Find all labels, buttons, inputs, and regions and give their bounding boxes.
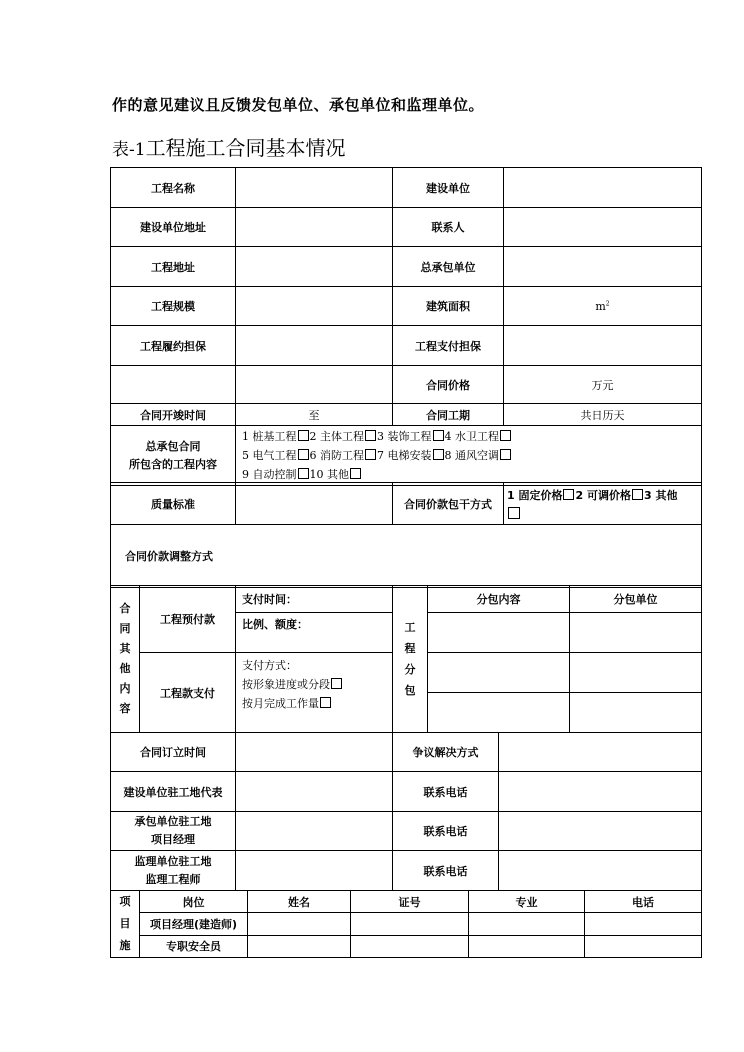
label-price-mode: 合同价款包干方式 — [393, 483, 504, 525]
value-duration[interactable]: 共日历天 — [504, 404, 702, 426]
value-perf-guarantee[interactable] — [236, 326, 393, 366]
value-builder-rep[interactable] — [236, 772, 393, 812]
value-phone-1[interactable] — [499, 772, 702, 812]
label-project-manager: 承包单位驻工地 项目经理 — [111, 812, 236, 851]
checkbox[interactable] — [298, 430, 309, 441]
scope-item: 2 主体工程 — [309, 430, 364, 443]
label-builder-rep: 建设单位驻工地代表 — [111, 772, 236, 812]
label-sign-time: 合同订立时间 — [111, 733, 236, 772]
checkbox[interactable] — [331, 678, 342, 689]
table-title-prefix: 表-1 — [112, 140, 146, 160]
checkbox[interactable] — [500, 430, 511, 441]
area-unit: m — [595, 299, 606, 313]
staff-cell[interactable] — [351, 913, 469, 935]
value-supervisor[interactable] — [236, 851, 393, 891]
intro-text: 作的意见建议且反馈发包单位、承包单位和监理单位。 — [112, 96, 485, 114]
header-specialty: 专业 — [469, 891, 585, 913]
header-sub-content: 分包内容 — [428, 586, 570, 613]
label-progress-payment: 工程款支付 — [140, 653, 236, 733]
other-content-table — [110, 585, 702, 733]
header-cert: 证号 — [351, 891, 469, 913]
checkbox[interactable] — [320, 697, 331, 708]
value-project-manager[interactable] — [236, 812, 393, 851]
label-builder-address: 建设单位地址 — [111, 208, 236, 247]
value-area[interactable] — [504, 287, 702, 326]
contacts-table — [110, 732, 702, 891]
checkbox[interactable] — [365, 449, 376, 460]
label-perf-guarantee: 工程履约担保 — [111, 326, 236, 366]
checkbox[interactable] — [563, 489, 574, 500]
label-pay-time[interactable]: 支付时间： — [236, 586, 393, 613]
label-phone-2: 联系电话 — [393, 812, 499, 851]
checkbox[interactable] — [632, 489, 643, 500]
scope-item: 7 电梯安装 — [377, 449, 432, 462]
value-phone-2[interactable] — [499, 812, 702, 851]
label-contact: 联系人 — [393, 208, 504, 247]
scope-item: 3 装饰工程 — [377, 430, 432, 443]
value-quality[interactable] — [236, 483, 393, 525]
value-price-mode — [504, 483, 702, 525]
scope-label-1: 总承包合同 — [145, 439, 201, 453]
label-supervisor: 监理单位驻工地 监理工程师 — [111, 851, 236, 891]
scope-item: 6 消防工程 — [309, 449, 364, 462]
option-by-schedule: 按形象进度或分段 — [242, 678, 330, 691]
value-builder-address[interactable] — [236, 208, 393, 247]
value-builder[interactable] — [504, 168, 702, 208]
header-sub-unit: 分包单位 — [570, 586, 702, 613]
staff-cell[interactable] — [351, 935, 469, 957]
label-area: 建筑面积 — [393, 287, 504, 326]
label-price-adjust: 合同价款调整方式 — [111, 525, 702, 588]
table-title — [112, 132, 346, 161]
value-pay-guarantee[interactable] — [504, 326, 702, 366]
header-position: 岗位 — [140, 891, 248, 913]
value-general-contractor[interactable] — [504, 247, 702, 287]
scope-item: 8 通风空调 — [444, 449, 499, 462]
contract-info-table — [110, 167, 702, 486]
value-dispute[interactable] — [499, 733, 702, 772]
staff-cell[interactable] — [585, 913, 702, 935]
pay-method-options — [236, 653, 393, 733]
checkbox[interactable] — [433, 449, 444, 460]
label-ratio[interactable]: 比例、额度： — [236, 613, 393, 653]
price-mode-option: 2 可调价格 — [575, 489, 631, 502]
scope-item: 5 电气工程 — [242, 449, 297, 462]
value-phone-3[interactable] — [499, 851, 702, 891]
price-mode-option: 1 固定价格 — [507, 489, 563, 502]
scope-item: 10 其他 — [309, 468, 349, 481]
scope-options — [236, 426, 702, 486]
blank-cell-2 — [236, 366, 393, 404]
label-contract-period: 合同开竣时间 — [111, 404, 236, 426]
sub-content-2[interactable] — [428, 653, 570, 693]
price-table — [110, 482, 702, 588]
staff-row-safety: 专职安全员 — [140, 935, 248, 957]
blank-cell — [111, 366, 236, 404]
scope-label-2: 所包含的工程内容 — [129, 457, 217, 471]
checkbox[interactable] — [508, 507, 520, 519]
project-staff-label: 项 目 施 — [111, 891, 140, 958]
staff-row-pm: 项目经理(建造师) — [140, 913, 248, 935]
staff-cell[interactable] — [248, 913, 351, 935]
sub-content-3[interactable] — [428, 693, 570, 733]
scope-item: 1 桩基工程 — [242, 430, 297, 443]
area-unit-sup: 2 — [605, 299, 610, 307]
scope-item: 4 水卫工程 — [444, 430, 499, 443]
label-pay-guarantee: 工程支付担保 — [393, 326, 504, 366]
checkbox[interactable] — [500, 449, 511, 460]
staff-cell[interactable] — [248, 935, 351, 957]
header-phone: 电话 — [585, 891, 702, 913]
checkbox[interactable] — [350, 468, 361, 479]
label-phone-3: 联系电话 — [393, 851, 499, 891]
staff-cell[interactable] — [585, 935, 702, 957]
value-contact[interactable] — [504, 208, 702, 247]
scope-item: 9 自动控制 — [242, 468, 297, 481]
value-project-name[interactable] — [236, 168, 393, 208]
label-scope — [111, 426, 236, 486]
value-scale[interactable] — [236, 287, 393, 326]
sub-unit-2[interactable] — [570, 653, 702, 693]
value-sign-time[interactable] — [236, 733, 393, 772]
label-project-name: 工程名称 — [111, 168, 236, 208]
label-quality: 质量标准 — [111, 483, 236, 525]
value-site-address[interactable] — [236, 247, 393, 287]
option-by-month: 按月完成工作量 — [242, 697, 319, 710]
checkbox[interactable] — [365, 430, 376, 441]
label-general-contractor: 总承包单位 — [393, 247, 504, 287]
label-pay-method: 支付方式： — [242, 659, 297, 672]
staff-cell[interactable] — [469, 913, 585, 935]
header-name: 姓名 — [248, 891, 351, 913]
other-content-label: 合 同 其 他 内 容 — [111, 586, 140, 733]
table-title-main: 工程施工合同基本情况 — [145, 136, 346, 160]
checkbox[interactable] — [298, 468, 309, 479]
checkbox[interactable] — [433, 430, 444, 441]
label-builder: 建设单位 — [393, 168, 504, 208]
subcontract-label: 工 程 分 包 — [393, 586, 428, 733]
label-site-address: 工程地址 — [111, 247, 236, 287]
sub-unit-3[interactable] — [570, 693, 702, 733]
value-contract-price[interactable]: 万元 — [504, 366, 702, 404]
staff-table — [110, 890, 702, 958]
label-contract-price: 合同价格 — [393, 366, 504, 404]
label-scale: 工程规模 — [111, 287, 236, 326]
label-phone-1: 联系电话 — [393, 772, 499, 812]
label-dispute: 争议解决方式 — [393, 733, 499, 772]
value-contract-period[interactable]: 至 — [236, 404, 393, 426]
label-duration: 合同工期 — [393, 404, 504, 426]
price-mode-option: 3 其他 — [643, 489, 678, 502]
label-advance: 工程预付款 — [140, 586, 236, 653]
sub-unit-1[interactable] — [570, 613, 702, 653]
sub-content-1[interactable] — [428, 613, 570, 653]
staff-cell[interactable] — [469, 935, 585, 957]
checkbox[interactable] — [298, 449, 309, 460]
